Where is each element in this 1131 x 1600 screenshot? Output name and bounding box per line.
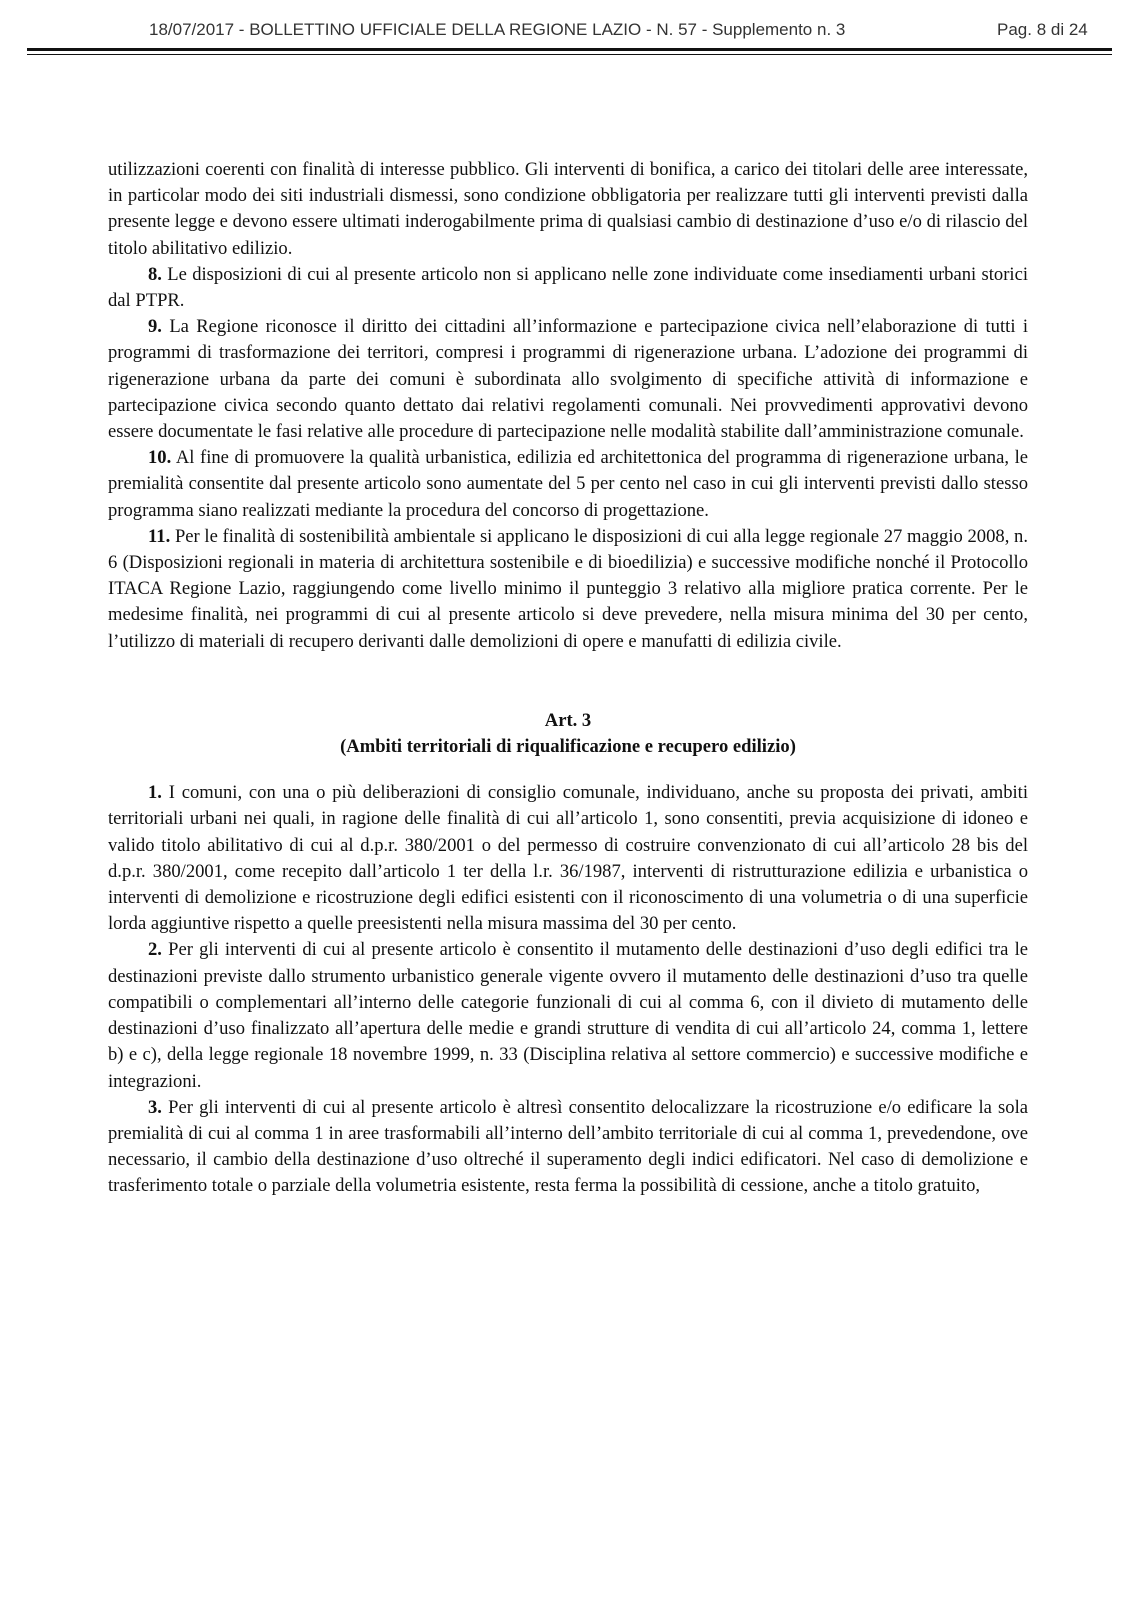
- paragraph-8: 8. Le disposizioni di cui al presente articolo non si applicano nelle zone individuate come insediamenti urbani storici dal PTPR.: [108, 263, 1028, 312]
- paragraph-number: 2.: [148, 939, 162, 961]
- header-rule-thin: [27, 54, 1112, 55]
- paragraph-10: 10. Al fine di promuovere la qualità urbanistica, edilizia ed architettonica del programma di rigenerazione urbana, le premialità consentite dal presente articolo sono aumentate del 5 per cento nel caso in cui gli interventi previsti dallo stesso programma siano realizzati mediante la procedura del concorso di progettazione.: [108, 447, 1028, 521]
- article-paragraph-3: 3. Per gli interventi di cui al presente articolo è altresì consentito delocalizzare la ricostruzione e/o edificare la sola premialità di cui al comma 1 in aree trasformabili all’interno dell’ambito territoriale di cui al comma 1, prevedendone, ove necessario, il cambio della destinazione d’uso oltreché il superamento degli indici edificatori. Nel caso di demolizione e trasferimento totale o parziale della volumetria esistente, resta ferma la possibilità di cessione, anche a titolo gratuito,: [108, 1096, 1028, 1197]
- paragraph-continued: utilizzazioni coerenti con finalità di interesse pubblico. Gli interventi di bonifica, a carico dei titolari delle aree interessate, in particolar modo dei siti industriali dismessi, sono condizione obbligatoria per realizzare tutti gli interventi previsti dalla presente legge e devono essere ultimati inderogabilmente prima di qualsiasi cambio di destinazione d’uso e/o di rilascio del titolo abilitativo edilizio.: [108, 159, 1028, 259]
- article-paragraph-2: 2. Per gli interventi di cui al presente articolo è consentito il mutamento delle destinazioni d’uso degli edifici tra le destinazioni previste dallo strumento urbanistico generale vigente ovvero il mutamento delle destinazioni d’uso tra quelle compatibili o complementari all’interno delle categorie funzionali di cui al comma 6, con il divieto di mutamento delle destinazioni d’uso finalizzato all’apertura delle medie e grandi strutture di vendita di cui all’articolo 24, comma 1, lettere b) e c), della legge regionale 18 novembre 1999, n. 33 (Disciplina relativa al settore commercio) e successive modifiche e integrazioni.: [108, 939, 1028, 1092]
- paragraph-number: 1.: [148, 782, 162, 804]
- header-rule-thick: [27, 48, 1112, 51]
- page-number: Pag. 8 di 24: [997, 20, 1088, 39]
- header-title: 18/07/2017 - BOLLETTINO UFFICIALE DELLA REGIONE LAZIO - N. 57 - Supplemento n. 3: [149, 20, 846, 39]
- paragraph-9: 9. La Regione riconosce il diritto dei cittadini all’informazione e partecipazione civica nell’elaborazione di tutti i programmi di trasformazione dei territori, compresi i programmi di rigenerazione urbana. L’adozione dei programmi di rigenerazione urbana da parte dei comuni è subordinata allo svolgimento di specifiche attività di informazione e partecipazione civica secondo quanto dettato dai relativi regolamenti comunali. Nei provvedimenti approvativi devono essere documentate le fasi relative alle procedure di partecipazione nelle modalità stabilite dall’amministrazione comunale.: [108, 316, 1028, 443]
- article-title: (Ambiti territoriali di riqualificazione e recupero edilizio): [340, 736, 796, 758]
- paragraph-number: 10.: [148, 447, 172, 469]
- paragraph-11: 11. Per le finalità di sostenibilità ambientale si applicano le disposizioni di cui alla legge regionale 27 maggio 2008, n. 6 (Disposizioni regionali in materia di architettura sostenibile e di bioedilizia) e successive modifiche nonché il Protocollo ITACA Regione Lazio, raggiungendo come livello minimo il punteggio 3 relativo alla migliore pratica corrente. Per le medesime finalità, nei programmi di cui al presente articolo si deve prevedere, nella misura minima del 30 per cento, l’utilizzo di materiali di recupero derivanti dalle demolizioni di opere e manufatti di edilizia civile.: [108, 525, 1029, 652]
- document-body: [108, 157, 1028, 1200]
- paragraph-number: 3.: [148, 1096, 162, 1118]
- article-number: Art. 3: [544, 709, 592, 731]
- paragraph-number: 8.: [148, 263, 162, 285]
- article-paragraph-1: 1. I comuni, con una o più deliberazioni di consiglio comunale, individuano, anche su proposta dei privati, ambiti territoriali urbani nei quali, in ragione delle finalità di cui all’articolo 1, sono consentiti, previa acquisizione di idoneo e valido titolo abilitativo di cui al d.p.r. 380/2001 o del permesso di costruire convenzionato di cui all’articolo 28 bis del d.p.r. 380/2001, come recepito dall’articolo 1 ter della l.r. 36/1987, interventi di ristrutturazione edilizia e urbanistica o interventi di demolizione e ricostruzione degli edifici esistenti con il riconoscimento di una volumetria o di una superficie lorda aggiuntive rispetto a quelle preesistenti nella misura massima del 30 per cento.: [108, 782, 1028, 935]
- paragraph-number: 9.: [148, 316, 162, 338]
- paragraph-number: 11.: [148, 525, 171, 547]
